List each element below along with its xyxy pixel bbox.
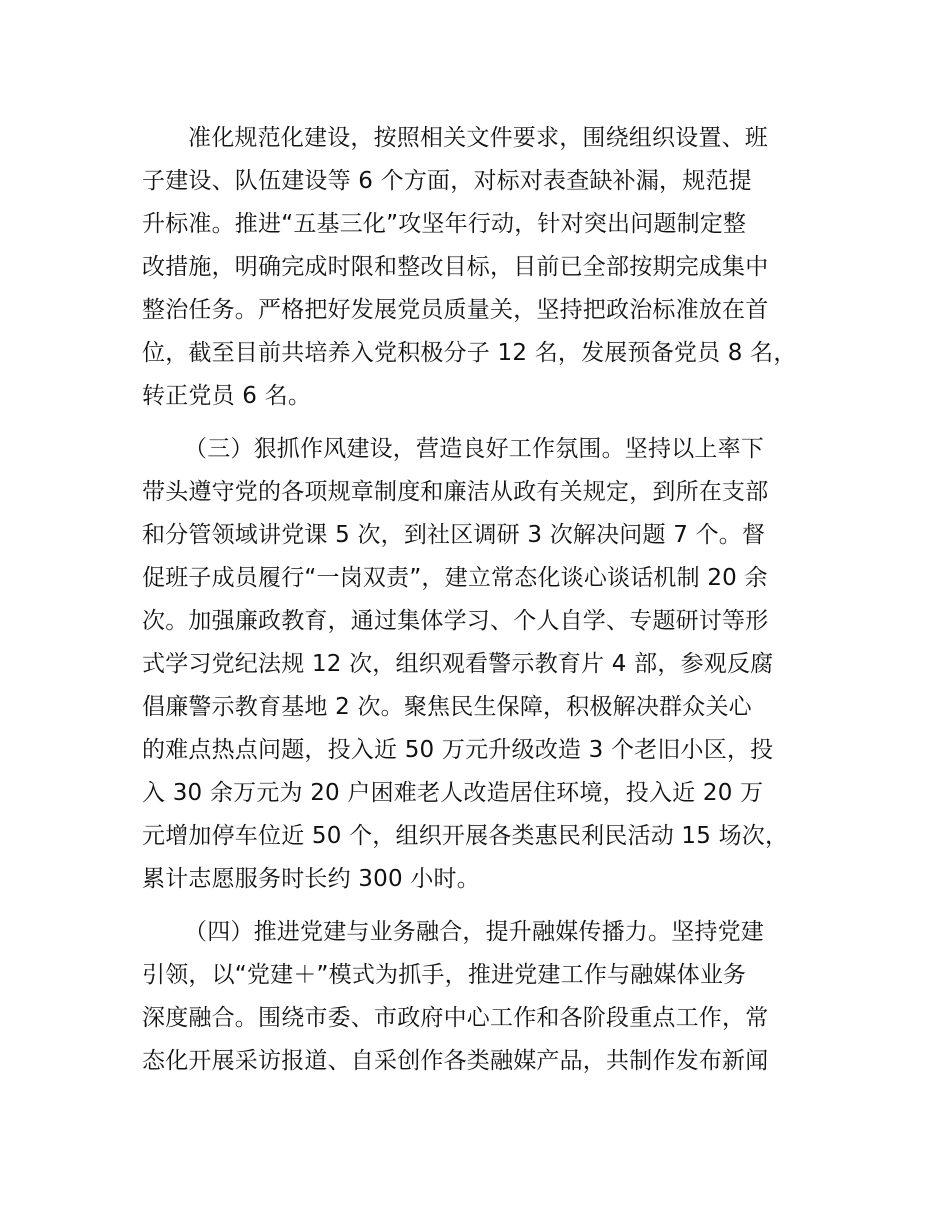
p2-line-5: 次。加强廉政教育，通过集体学习、个人自学、专题研讨等形 bbox=[142, 608, 769, 634]
p1-line-1: 准化规范化建设，按照相关文件要求，围绕组织设置、班 bbox=[188, 125, 768, 151]
p3-line-2: 引领，以“党建＋”模式为抓手，推进党建工作与融媒体业务 bbox=[142, 962, 747, 988]
p2-line-1: （三）狠抓作风建设，营造良好工作氛围。坚持以上率下 bbox=[184, 436, 764, 462]
p2-line-2: 带头遵守党的各项规章制度和廉洁从政有关规定，到所在支部 bbox=[142, 479, 769, 505]
p2-line-9: 入 30 余万元为 20 户困难老人改造居住环境，投入近 20 万 bbox=[142, 780, 764, 806]
p1-line-7: 转正党员 6 名。 bbox=[142, 383, 312, 409]
p3-line-4: 态化开展采访报道、自采创作各类融媒产品，共制作发布新闻 bbox=[142, 1048, 769, 1074]
p2-line-11: 累计志愿服务时长约 300 小时。 bbox=[142, 866, 480, 892]
p1-line-6: 位，截至目前共培养入党积极分子 12 名，发展预备党员 8 名， bbox=[142, 340, 797, 366]
p2-line-10: 元增加停车位近 50 个，组织开展各类惠民利民活动 15 场次， bbox=[142, 823, 789, 849]
p1-line-4: 改措施，明确完成时限和整改目标，目前已全部按期完成集中 bbox=[142, 254, 769, 280]
p2-line-3: 和分管领域讲党课 5 次，到社区调研 3 次解决问题 7 个。督 bbox=[142, 522, 766, 548]
p3-line-1: （四）推进党建与业务融合，提升融媒传播力。坚持党建 bbox=[184, 919, 764, 945]
p1-line-3: 升标准。推进“五基三化”攻坚年行动，针对突出问题制定整 bbox=[142, 211, 747, 237]
p1-line-2: 子建设、队伍建设等 6 个方面，对标对表查缺补漏，规范提 bbox=[142, 168, 752, 194]
p2-line-7: 倡廉警示教育基地 2 次。聚焦民生保障，积极解决群众关心 bbox=[142, 694, 752, 720]
p3-line-3: 深度融合。围绕市委、市政府中心工作和各阶段重点工作，常 bbox=[142, 1005, 769, 1031]
p1-line-5: 整治任务。严格把好发展党员质量关，坚持把政治标准放在首 bbox=[142, 297, 769, 323]
p2-line-4: 促班子成员履行“一岗双责”，建立常态化谈心谈话机制 20 余 bbox=[142, 565, 768, 591]
p2-line-6: 式学习党纪法规 12 次，组织观看警示教育片 4 部，参观反腐 bbox=[142, 651, 774, 677]
p2-line-8: 的难点热点问题，投入近 50 万元升级改造 3 个老旧小区，投 bbox=[142, 737, 774, 763]
